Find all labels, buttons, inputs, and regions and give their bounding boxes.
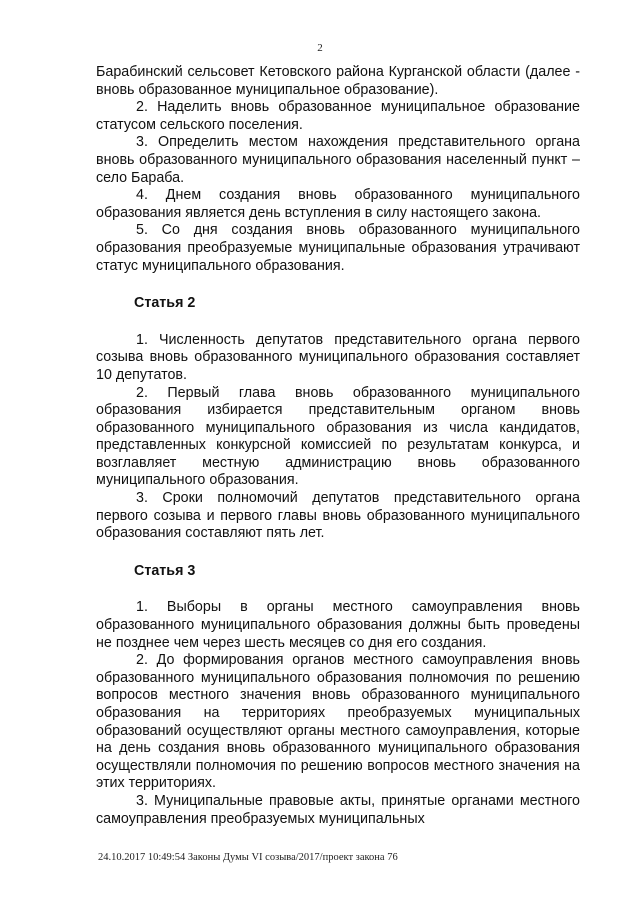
paragraph: 2. Наделить вновь образованное муниципальное образование статусом сельского поселения. [96,99,580,133]
paragraph: Барабинский сельсовет Кетовского района Курганской области (далее - вновь образованное муниципальное образование). [96,64,580,98]
paragraph: 3. Муниципальные правовые акты, принятые органами местного самоуправления преобразуемых муниципальных [96,792,580,827]
article-heading: Статья 2 [134,295,196,312]
paragraph: 1. Выборы в органы местного самоуправления вновь образованного муниципального образования должны быть проведены не позднее чем через шесть месяцев со дня его создания. [96,599,580,651]
document-body [96,64,580,828]
paragraph: 4. Днем создания вновь образованного муниципального образования является день вступления в силу настоящего закона. [96,187,580,221]
paragraph: 5. Со дня создания вновь образованного муниципального образования преобразуемые муниципальные образования утрачивают статус муниципального образования. [96,222,580,274]
paragraph: 3. Определить местом нахождения представительного органа вновь образованного муниципального образования населенный пункт – село Бараба. [96,134,580,186]
paragraph: 2. До формирования органов местного самоуправления вновь образованного муниципального образования полномочия по решению вопросов местного значения вновь образованного муниципального образования на территориях преобразуемых муниципальных образований осуществляют органы местного самоуправления, которые на день создания вновь образованного муниципального образования осуществляли полномочия по решению вопросов местного значения на этих территориях. [96,652,580,792]
paragraph: 2. Первый глава вновь образованного муниципального образования избирается представительным органом вновь образованного муниципального образования из числа кандидатов, представленных конкурсной комиссией по результатам конкурса, и возглавляет местную администрацию вновь образованного муниципального образования. [96,384,580,489]
article-heading: Статья 3 [134,562,196,579]
page-footer: 24.10.2017 10:49:54 Законы Думы VI созыва/2017/проект закона 76 [98,852,398,863]
paragraph: 3. Сроки полномочий депутатов представительного органа первого созыва и первого главы вновь образованного муниципального образования составляют пять лет. [96,490,580,542]
paragraph: 1. Численность депутатов представительного органа первого созыва вновь образованного муниципального образования составляет 10 депутатов. [96,331,580,383]
page-number: 2 [317,42,323,54]
